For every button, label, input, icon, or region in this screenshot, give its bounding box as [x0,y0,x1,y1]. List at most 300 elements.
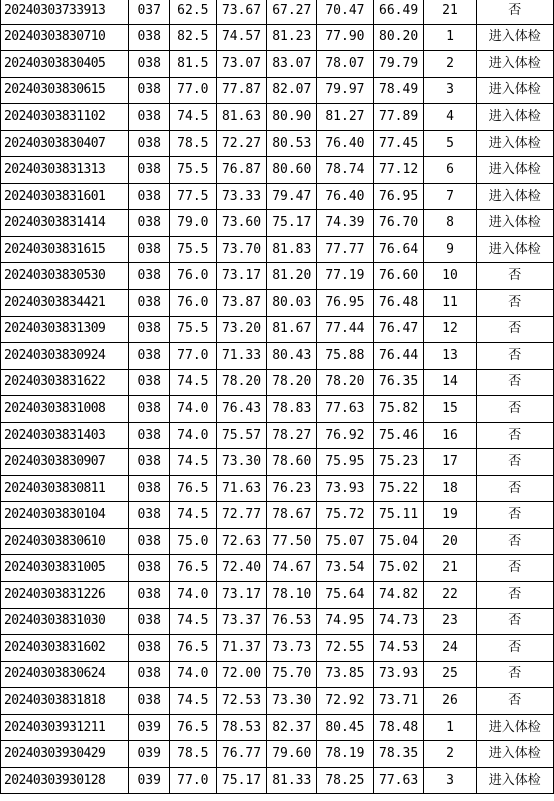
position-code-cell: 039 [129,714,170,741]
interview-score-b-cell: 78.10 [267,582,317,609]
written-score-cell: 74.5 [170,449,217,476]
rank-cell: 22 [424,582,476,609]
table-row [1,422,554,449]
composite-score-cell: 80.20 [373,24,424,51]
medical-exam-status-cell: 进入体检 [476,741,553,768]
written-score-cell: 77.0 [170,767,217,794]
table-row [1,714,554,741]
interview-score-b-cell: 73.30 [267,688,317,715]
table-row [1,582,554,609]
composite-score-cell: 77.63 [373,767,424,794]
composite-score-cell: 77.89 [373,104,424,131]
written-score-cell: 77.0 [170,77,217,104]
written-score-cell: 76.5 [170,555,217,582]
table-row [1,183,554,210]
composite-score-cell: 78.48 [373,714,424,741]
written-score-cell: 78.5 [170,130,217,157]
interview-score-a-cell: 78.53 [216,714,267,741]
interview-total-cell: 77.63 [317,396,374,423]
written-score-cell: 78.5 [170,741,217,768]
medical-exam-status-cell: 进入体检 [476,77,553,104]
interview-total-cell: 77.90 [317,24,374,51]
composite-score-cell: 75.23 [373,449,424,476]
position-code-cell: 038 [129,661,170,688]
written-score-cell: 77.5 [170,183,217,210]
interview-score-a-cell: 72.63 [216,528,267,555]
interview-total-cell: 81.27 [317,104,374,131]
interview-score-a-cell: 78.20 [216,369,267,396]
interview-total-cell: 74.39 [317,210,374,237]
position-code-cell: 038 [129,263,170,290]
candidate-id-cell: 20240303830811 [1,475,129,502]
medical-exam-status-cell: 否 [476,502,553,529]
candidate-id-cell: 20240303831602 [1,635,129,662]
candidate-id-cell: 20240303831313 [1,157,129,184]
composite-score-cell: 75.46 [373,422,424,449]
medical-exam-status-cell: 否 [476,449,553,476]
written-score-cell: 75.5 [170,236,217,263]
position-code-cell: 038 [129,130,170,157]
medical-exam-status-cell: 进入体检 [476,157,553,184]
interview-score-b-cell: 75.17 [267,210,317,237]
position-code-cell: 038 [129,608,170,635]
medical-exam-status-cell: 否 [476,688,553,715]
rank-cell: 14 [424,369,476,396]
position-code-cell: 038 [129,236,170,263]
medical-exam-status-cell: 否 [476,555,553,582]
table-row [1,449,554,476]
interview-score-b-cell: 80.90 [267,104,317,131]
written-score-cell: 74.0 [170,396,217,423]
interview-total-cell: 78.74 [317,157,374,184]
candidate-id-cell: 20240303831601 [1,183,129,210]
interview-total-cell: 73.85 [317,661,374,688]
candidate-id-cell: 20240303831615 [1,236,129,263]
table-row [1,263,554,290]
interview-total-cell: 77.77 [317,236,374,263]
medical-exam-status-cell: 进入体检 [476,183,553,210]
interview-score-a-cell: 73.70 [216,236,267,263]
rank-cell: 1 [424,24,476,51]
rank-cell: 11 [424,290,476,317]
interview-total-cell: 79.97 [317,77,374,104]
candidate-id-cell: 20240303830710 [1,24,129,51]
position-code-cell: 038 [129,316,170,343]
interview-score-a-cell: 73.20 [216,316,267,343]
candidate-id-cell: 20240303831414 [1,210,129,237]
position-code-cell: 038 [129,635,170,662]
candidate-id-cell: 20240303930128 [1,767,129,794]
candidate-id-cell: 20240303830530 [1,263,129,290]
interview-score-a-cell: 74.57 [216,24,267,51]
interview-total-cell: 75.95 [317,449,374,476]
interview-total-cell: 78.19 [317,741,374,768]
composite-score-cell: 66.49 [373,0,424,24]
interview-score-a-cell: 76.77 [216,741,267,768]
candidate-id-cell: 20240303830624 [1,661,129,688]
composite-score-cell: 75.11 [373,502,424,529]
candidate-id-cell: 20240303831005 [1,555,129,582]
interview-score-b-cell: 74.67 [267,555,317,582]
table-row [1,51,554,78]
composite-score-cell: 76.95 [373,183,424,210]
composite-score-cell: 74.82 [373,582,424,609]
candidate-id-cell: 20240303831008 [1,396,129,423]
rank-cell: 2 [424,51,476,78]
interview-score-b-cell: 79.47 [267,183,317,210]
table-row [1,396,554,423]
interview-score-a-cell: 73.37 [216,608,267,635]
position-code-cell: 037 [129,0,170,24]
medical-exam-status-cell: 进入体检 [476,51,553,78]
candidate-id-cell: 20240303831818 [1,688,129,715]
rank-cell: 21 [424,555,476,582]
interview-total-cell: 74.95 [317,608,374,635]
interview-total-cell: 76.95 [317,290,374,317]
written-score-cell: 76.0 [170,263,217,290]
rank-cell: 13 [424,343,476,370]
interview-total-cell: 77.44 [317,316,374,343]
rank-cell: 8 [424,210,476,237]
candidate-id-cell: 20240303830924 [1,343,129,370]
interview-score-a-cell: 73.17 [216,263,267,290]
interview-score-a-cell: 75.17 [216,767,267,794]
composite-score-cell: 76.44 [373,343,424,370]
candidate-id-cell: 20240303830407 [1,130,129,157]
candidate-id-cell: 20240303830104 [1,502,129,529]
rank-cell: 7 [424,183,476,210]
composite-score-cell: 76.60 [373,263,424,290]
written-score-cell: 74.0 [170,582,217,609]
medical-exam-status-cell: 否 [476,475,553,502]
candidate-id-cell: 20240303831030 [1,608,129,635]
interview-total-cell: 75.88 [317,343,374,370]
table-row [1,104,554,131]
interview-score-b-cell: 81.67 [267,316,317,343]
interview-score-b-cell: 80.03 [267,290,317,317]
candidate-id-cell: 20240303831102 [1,104,129,131]
written-score-cell: 79.0 [170,210,217,237]
written-score-cell: 82.5 [170,24,217,51]
interview-total-cell: 80.45 [317,714,374,741]
interview-score-b-cell: 73.73 [267,635,317,662]
interview-score-b-cell: 76.53 [267,608,317,635]
candidate-id-cell: 20240303931211 [1,714,129,741]
table-row [1,608,554,635]
candidate-id-cell: 20240303830907 [1,449,129,476]
position-code-cell: 038 [129,449,170,476]
interview-score-b-cell: 81.83 [267,236,317,263]
composite-score-cell: 76.70 [373,210,424,237]
table-row [1,130,554,157]
composite-score-cell: 77.45 [373,130,424,157]
position-code-cell: 038 [129,369,170,396]
rank-cell: 24 [424,635,476,662]
interview-score-a-cell: 71.33 [216,343,267,370]
medical-exam-status-cell: 否 [476,343,553,370]
position-code-cell: 039 [129,767,170,794]
composite-score-cell: 75.02 [373,555,424,582]
rank-cell: 23 [424,608,476,635]
medical-exam-status-cell: 进入体检 [476,236,553,263]
interview-score-a-cell: 73.07 [216,51,267,78]
interview-score-a-cell: 72.53 [216,688,267,715]
position-code-cell: 038 [129,77,170,104]
table-row [1,555,554,582]
medical-exam-status-cell: 否 [476,528,553,555]
rank-cell: 12 [424,316,476,343]
candidate-id-cell: 20240303733913 [1,0,129,24]
interview-score-a-cell: 72.77 [216,502,267,529]
table-body [1,0,554,794]
interview-total-cell: 75.07 [317,528,374,555]
candidate-id-cell: 20240303834421 [1,290,129,317]
interview-score-b-cell: 78.83 [267,396,317,423]
written-score-cell: 74.5 [170,369,217,396]
interview-score-b-cell: 80.53 [267,130,317,157]
candidate-id-cell: 20240303830610 [1,528,129,555]
position-code-cell: 038 [129,290,170,317]
written-score-cell: 75.5 [170,316,217,343]
interview-score-b-cell: 78.60 [267,449,317,476]
candidate-id-cell: 20240303831622 [1,369,129,396]
interview-total-cell: 72.92 [317,688,374,715]
composite-score-cell: 78.35 [373,741,424,768]
candidate-id-cell: 20240303831309 [1,316,129,343]
interview-total-cell: 73.93 [317,475,374,502]
medical-exam-status-cell: 否 [476,369,553,396]
table-row [1,688,554,715]
interview-score-b-cell: 82.37 [267,714,317,741]
interview-total-cell: 76.40 [317,183,374,210]
rank-cell: 16 [424,422,476,449]
interview-score-a-cell: 73.30 [216,449,267,476]
composite-score-cell: 73.93 [373,661,424,688]
medical-exam-status-cell: 进入体检 [476,104,553,131]
interview-total-cell: 75.64 [317,582,374,609]
interview-score-a-cell: 71.63 [216,475,267,502]
table-row [1,316,554,343]
table-row [1,236,554,263]
interview-score-b-cell: 81.23 [267,24,317,51]
candidate-id-cell: 20240303930429 [1,741,129,768]
written-score-cell: 76.5 [170,635,217,662]
position-code-cell: 038 [129,475,170,502]
interview-total-cell: 76.40 [317,130,374,157]
candidate-id-cell: 20240303830615 [1,77,129,104]
medical-exam-status-cell: 进入体检 [476,767,553,794]
medical-exam-status-cell: 否 [476,0,553,24]
interview-score-a-cell: 72.40 [216,555,267,582]
composite-score-cell: 76.35 [373,369,424,396]
table-row [1,343,554,370]
interview-score-b-cell: 79.60 [267,741,317,768]
interview-total-cell: 78.20 [317,369,374,396]
table-row [1,502,554,529]
interview-score-b-cell: 76.23 [267,475,317,502]
position-code-cell: 038 [129,555,170,582]
table-row [1,661,554,688]
rank-cell: 9 [424,236,476,263]
interview-score-a-cell: 73.60 [216,210,267,237]
interview-total-cell: 72.55 [317,635,374,662]
medical-exam-status-cell: 进入体检 [476,210,553,237]
interview-score-b-cell: 67.27 [267,0,317,24]
interview-score-b-cell: 81.20 [267,263,317,290]
written-score-cell: 74.5 [170,688,217,715]
written-score-cell: 74.5 [170,608,217,635]
rank-cell: 15 [424,396,476,423]
composite-score-cell: 76.64 [373,236,424,263]
position-code-cell: 038 [129,422,170,449]
medical-exam-status-cell: 否 [476,316,553,343]
rank-cell: 25 [424,661,476,688]
interview-total-cell: 78.25 [317,767,374,794]
medical-exam-status-cell: 进入体检 [476,24,553,51]
rank-cell: 18 [424,475,476,502]
interview-total-cell: 73.54 [317,555,374,582]
interview-score-b-cell: 81.33 [267,767,317,794]
rank-cell: 19 [424,502,476,529]
interview-score-b-cell: 82.07 [267,77,317,104]
rank-cell: 21 [424,0,476,24]
written-score-cell: 74.0 [170,661,217,688]
written-score-cell: 74.5 [170,502,217,529]
composite-score-cell: 76.47 [373,316,424,343]
interview-score-b-cell: 78.27 [267,422,317,449]
interview-score-a-cell: 76.43 [216,396,267,423]
interview-score-b-cell: 78.67 [267,502,317,529]
position-code-cell: 038 [129,688,170,715]
interview-score-b-cell: 80.43 [267,343,317,370]
position-code-cell: 038 [129,24,170,51]
interview-score-a-cell: 71.37 [216,635,267,662]
interview-score-a-cell: 76.87 [216,157,267,184]
candidate-id-cell: 20240303831226 [1,582,129,609]
written-score-cell: 76.5 [170,475,217,502]
rank-cell: 2 [424,741,476,768]
interview-score-a-cell: 73.87 [216,290,267,317]
composite-score-cell: 76.48 [373,290,424,317]
composite-score-cell: 73.71 [373,688,424,715]
interview-score-a-cell: 72.00 [216,661,267,688]
medical-exam-status-cell: 否 [476,661,553,688]
interview-total-cell: 70.47 [317,0,374,24]
rank-cell: 3 [424,767,476,794]
table-row [1,741,554,768]
table-row [1,635,554,662]
interview-score-b-cell: 80.60 [267,157,317,184]
table-row [1,77,554,104]
written-score-cell: 81.5 [170,51,217,78]
table-row [1,290,554,317]
composite-score-cell: 74.53 [373,635,424,662]
interview-score-b-cell: 75.70 [267,661,317,688]
position-code-cell: 038 [129,502,170,529]
medical-exam-status-cell: 否 [476,635,553,662]
interview-total-cell: 76.92 [317,422,374,449]
interview-score-a-cell: 81.63 [216,104,267,131]
position-code-cell: 038 [129,343,170,370]
interview-score-b-cell: 83.07 [267,51,317,78]
composite-score-cell: 75.04 [373,528,424,555]
interview-score-a-cell: 75.57 [216,422,267,449]
rank-cell: 20 [424,528,476,555]
written-score-cell: 74.5 [170,104,217,131]
rank-cell: 6 [424,157,476,184]
position-code-cell: 038 [129,157,170,184]
position-code-cell: 039 [129,741,170,768]
medical-exam-status-cell: 否 [476,396,553,423]
interview-score-a-cell: 73.67 [216,0,267,24]
composite-score-cell: 75.82 [373,396,424,423]
interview-score-a-cell: 73.33 [216,183,267,210]
composite-score-cell: 79.79 [373,51,424,78]
table-row [1,369,554,396]
composite-score-cell: 77.12 [373,157,424,184]
composite-score-cell: 75.22 [373,475,424,502]
table-row [1,528,554,555]
position-code-cell: 038 [129,183,170,210]
rank-cell: 10 [424,263,476,290]
position-code-cell: 038 [129,396,170,423]
written-score-cell: 76.0 [170,290,217,317]
rank-cell: 4 [424,104,476,131]
written-score-cell: 74.0 [170,422,217,449]
interview-score-a-cell: 73.17 [216,582,267,609]
rank-cell: 5 [424,130,476,157]
table-row [1,157,554,184]
rank-cell: 17 [424,449,476,476]
composite-score-cell: 74.73 [373,608,424,635]
table-row [1,767,554,794]
interview-score-a-cell: 77.87 [216,77,267,104]
written-score-cell: 62.5 [170,0,217,24]
rank-cell: 1 [424,714,476,741]
written-score-cell: 77.0 [170,343,217,370]
position-code-cell: 038 [129,104,170,131]
position-code-cell: 038 [129,582,170,609]
position-code-cell: 038 [129,51,170,78]
interview-score-b-cell: 77.50 [267,528,317,555]
written-score-cell: 76.5 [170,714,217,741]
candidate-id-cell: 20240303830405 [1,51,129,78]
written-score-cell: 75.5 [170,157,217,184]
candidate-id-cell: 20240303831403 [1,422,129,449]
medical-exam-status-cell: 否 [476,582,553,609]
interview-score-a-cell: 72.27 [216,130,267,157]
interview-total-cell: 78.07 [317,51,374,78]
rank-cell: 3 [424,77,476,104]
position-code-cell: 038 [129,210,170,237]
interview-total-cell: 77.19 [317,263,374,290]
medical-exam-status-cell: 否 [476,263,553,290]
interview-score-b-cell: 78.20 [267,369,317,396]
composite-score-cell: 78.49 [373,77,424,104]
medical-exam-status-cell: 进入体检 [476,130,553,157]
table-row [1,24,554,51]
table-row [1,0,554,24]
written-score-cell: 75.0 [170,528,217,555]
table-row [1,475,554,502]
rank-cell: 26 [424,688,476,715]
medical-exam-status-cell: 否 [476,608,553,635]
medical-exam-status-cell: 否 [476,290,553,317]
interview-total-cell: 75.72 [317,502,374,529]
table-row [1,210,554,237]
medical-exam-status-cell: 进入体检 [476,714,553,741]
medical-exam-status-cell: 否 [476,422,553,449]
